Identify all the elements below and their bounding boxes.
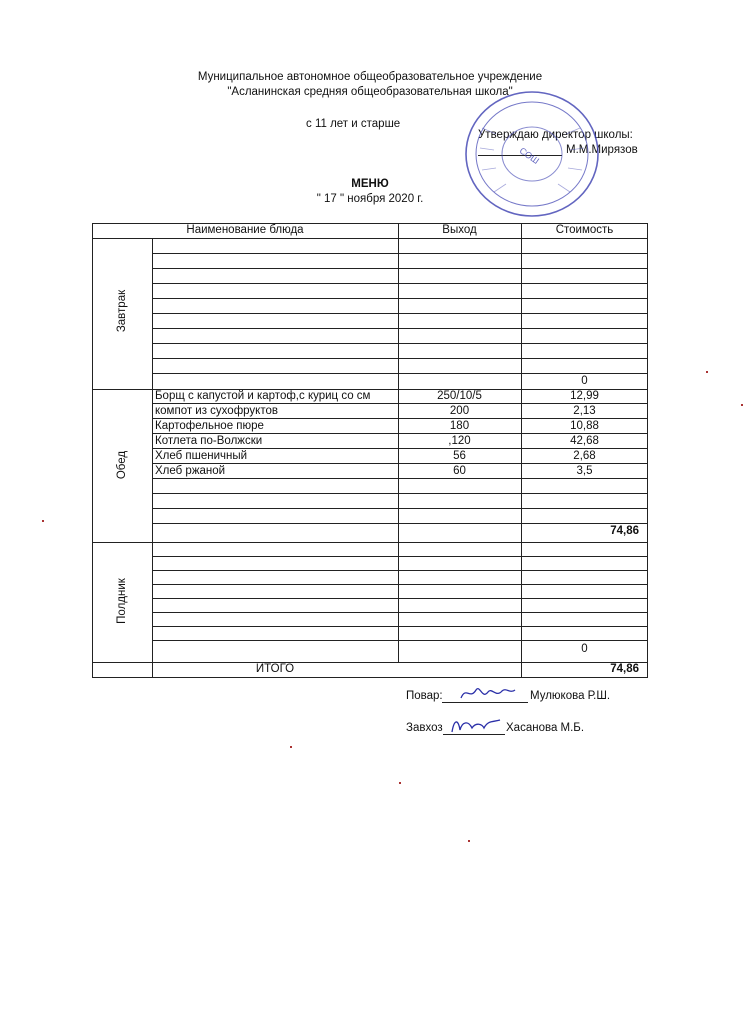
- section-snack-label: Полдник: [116, 578, 128, 624]
- cook-label: Повар:: [406, 690, 443, 702]
- dish-cost: 3,5: [576, 465, 593, 477]
- total-label: ИТОГО: [255, 663, 295, 675]
- cook-name: Мулюкова Р.Ш.: [530, 690, 611, 702]
- supply-label: Завхоз: [406, 722, 443, 734]
- dish-name: Хлеб ржаной: [155, 465, 226, 477]
- header-output: Выход: [442, 224, 477, 236]
- supply-signature: [448, 714, 504, 736]
- director-name: М.М.Мирязов: [566, 144, 638, 156]
- dish-name: Борщ с капустой и картоф,с куриц со см: [155, 390, 371, 402]
- dish-cost: 12,99: [570, 390, 599, 402]
- dish-cost: 2,68: [573, 450, 596, 462]
- approval-line: Утверждаю директор школы:: [478, 129, 633, 141]
- dish-name: компот из сухофруктов: [155, 405, 278, 417]
- menu-table: [92, 223, 648, 678]
- org-name-line1: Муниципальное автономное общеобразовательное учреждение: [197, 71, 543, 83]
- scan-speck: [290, 746, 292, 748]
- cook-signature: [458, 682, 518, 704]
- age-group: с 11 лет и старше: [306, 118, 401, 130]
- scan-speck: [399, 782, 401, 784]
- menu-title: МЕНЮ: [351, 178, 389, 190]
- dish-name: Котлета по-Волжски: [155, 435, 263, 447]
- scan-speck: [468, 840, 470, 842]
- menu-date: " 17 " ноября 2020 г.: [316, 193, 424, 205]
- dish-cost: 10,88: [570, 420, 599, 432]
- snack-subtotal: 0: [581, 643, 588, 655]
- dish-cost: 2,13: [573, 405, 596, 417]
- section-breakfast-label: Завтрак: [116, 289, 128, 333]
- school-stamp: [462, 88, 602, 220]
- org-name-line2: "Асланинская средняя общеобразовательная школа": [227, 86, 513, 98]
- section-lunch-label: Обед: [116, 450, 128, 480]
- header-dish-name: Наименование блюда: [186, 224, 304, 236]
- dish-cost: 42,68: [570, 435, 599, 447]
- svg-text:СОШ: СОШ: [517, 145, 541, 167]
- dish-name: Хлеб пшеничный: [155, 450, 248, 462]
- lunch-subtotal: 74,86: [610, 525, 639, 537]
- dish-output: 250/10/5: [437, 390, 482, 402]
- dish-output: ,120: [448, 435, 471, 447]
- scan-speck: [741, 404, 743, 406]
- breakfast-subtotal: 0: [581, 375, 588, 387]
- dish-output: 200: [449, 405, 470, 417]
- header-cost: Стоимость: [555, 224, 614, 236]
- dish-output: 60: [453, 465, 466, 477]
- scan-speck: [42, 520, 44, 522]
- supply-name: Хасанова М.Б.: [506, 722, 585, 734]
- dish-output: 56: [453, 450, 466, 462]
- dish-output: 180: [449, 420, 470, 432]
- scan-speck: [706, 371, 708, 373]
- dish-name: Картофельное пюре: [155, 420, 264, 432]
- total-value: 74,86: [610, 663, 639, 675]
